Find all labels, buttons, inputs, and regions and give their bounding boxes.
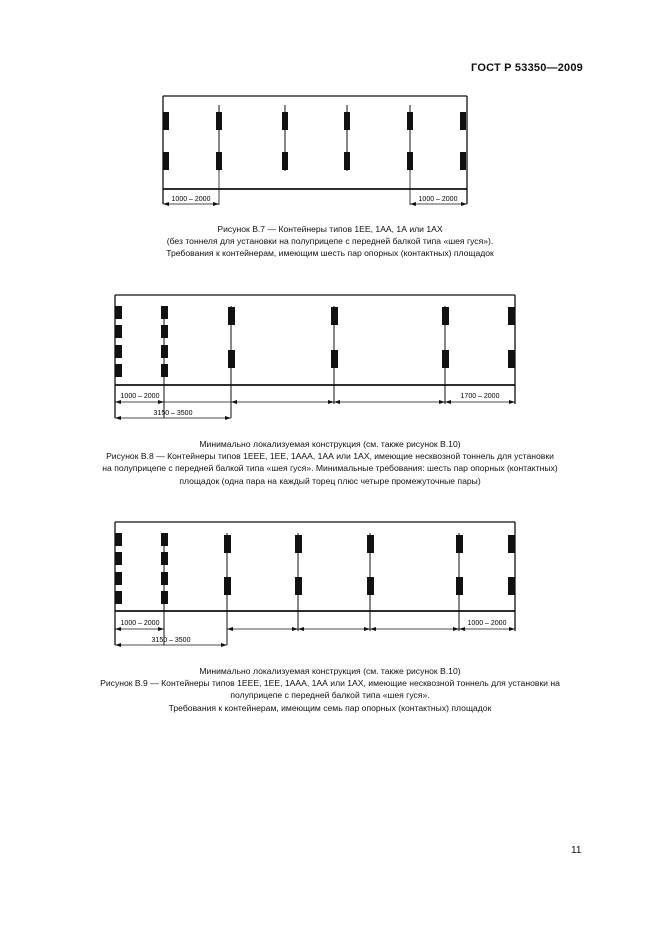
- dim-label: 1000 – 2000: [120, 620, 160, 627]
- dim-label: 1000 – 2000: [467, 620, 507, 627]
- dim-label: 1000 – 2000: [120, 393, 160, 400]
- dim-label: 3150 – 3500: [153, 410, 193, 417]
- page-number: 11: [571, 845, 582, 856]
- figure-b8-caption: Минимально локализуемая конструкция (см. также рисунок В.10) Рисунок В.8 — Контейнеры типов 1ЕЕЕ, 1ЕЕ, 1ААА, 1АА или 1АХ, имеющие несквозной тоннель для установки на полуприцепе с передней балкой типа «шея гуся». Минимальные требования: шесть пар опорных (контактных) площадок (одна пара на каждый торец плюс четыре промежуточные пары): [102, 439, 558, 486]
- dim-label: 1000 – 2000: [171, 196, 211, 203]
- dim-label: 3150 – 3500: [151, 637, 191, 644]
- dim-label: 1000 – 2000: [418, 196, 458, 203]
- figure-b9-caption: Минимально локализуемая конструкция (см. также рисунок В.10) Рисунок В.9 — Контейнеры типов 1ЕЕЕ, 1ЕЕ, 1ААА, 1АА или 1АХ, имеющие несквозной тоннель для установки на полуприцепе с передней балкой типа «шея гуся». Требования к контейнерам, имеющим семь пар опорных (контактных) площадок: [100, 666, 560, 713]
- dim-label: 1700 – 2000: [460, 393, 500, 400]
- figure-b7-caption: Рисунок В.7 — Контейнеры типов 1ЕЕ, 1АА, 1А или 1АХ (без тоннеля для установки на полуприцепе с передней балкой типа «шея гуся»). Требования к контейнерам, имеющим шесть пар опорных (контактных) площадок: [166, 224, 494, 259]
- standard-header: ГОСТ Р 53350—2009: [471, 62, 583, 74]
